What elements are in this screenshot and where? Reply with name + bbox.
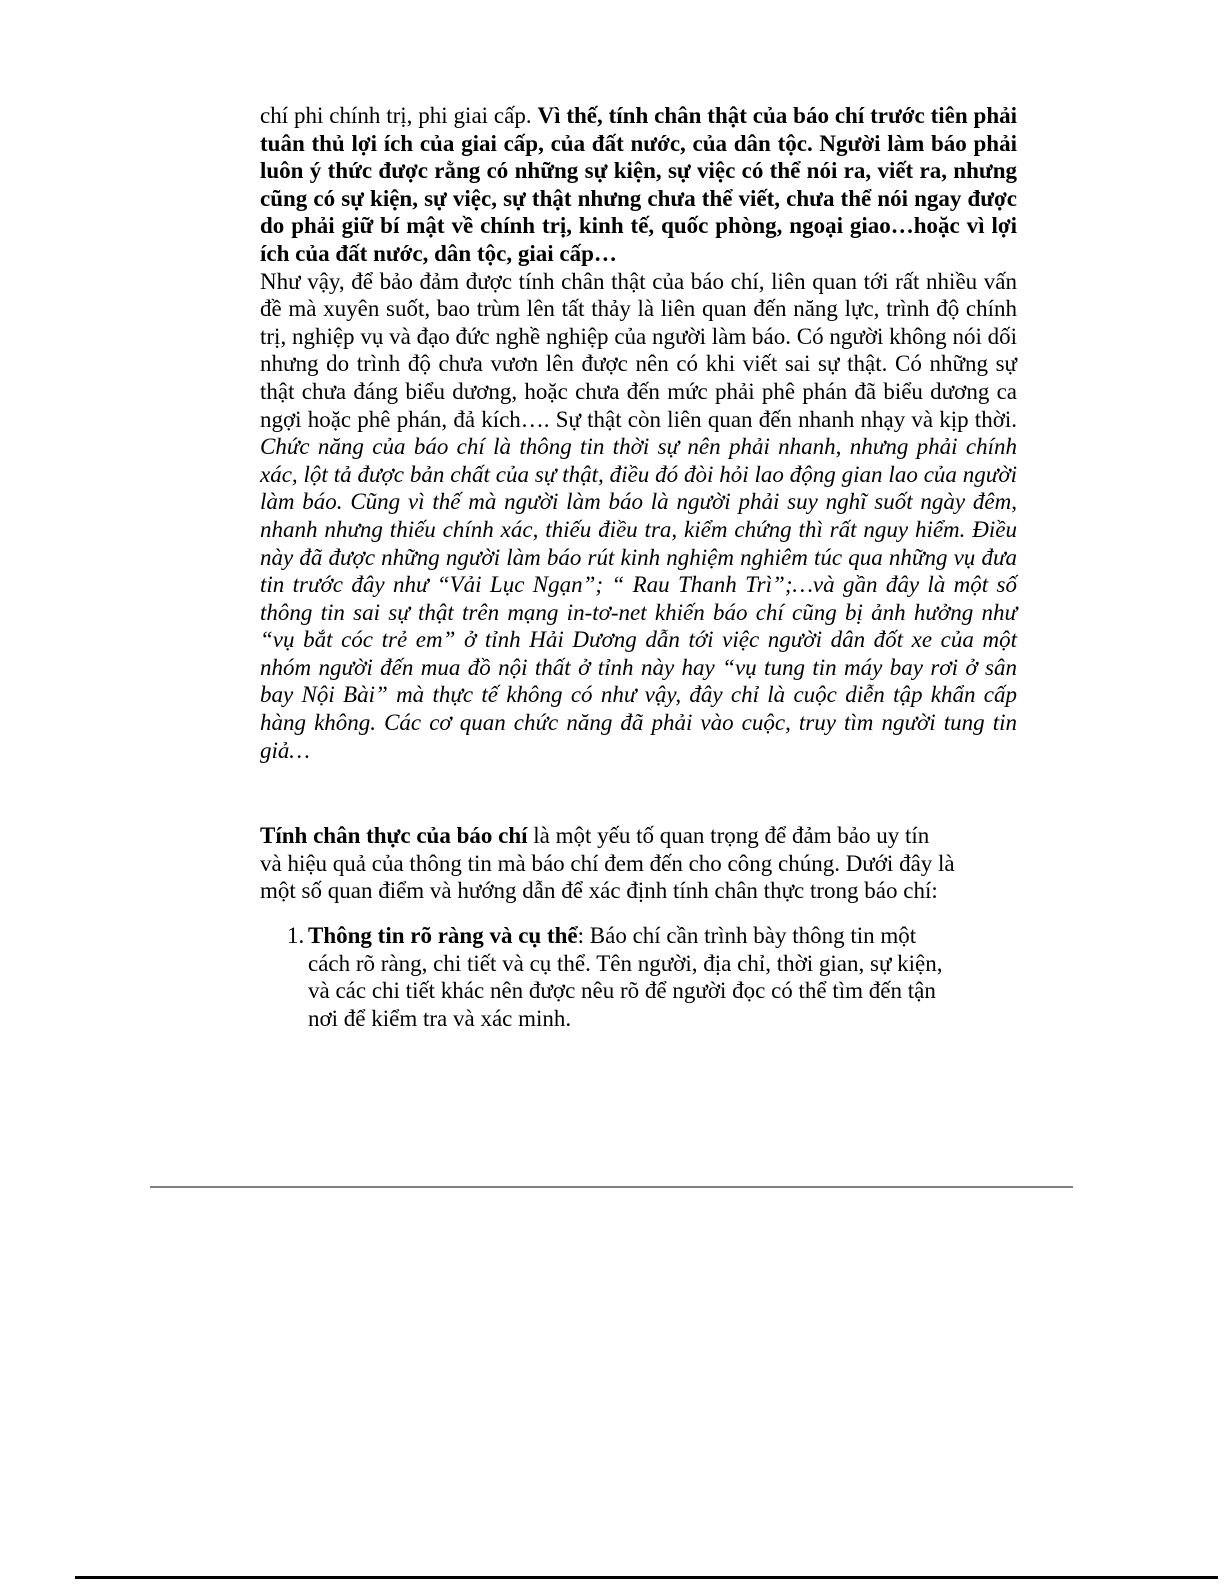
- list-item-title: Thông tin rõ ràng và cụ thể: [308, 923, 578, 949]
- page-bottom-edge: [75, 1576, 1218, 1579]
- paragraph-truthfulness-principle: [260, 102, 1017, 268]
- paragraph-intro: [260, 822, 955, 905]
- paragraph-analysis: [260, 268, 1017, 765]
- section-lead-text: là một yếu tố quan trọng để đảm bảo uy tín và hiệu quả của thông tin mà báo chí đem đến cho công chúng. Dưới đây là một số quan điểm và hướng dẫn để xác định tính chân thực trong báo chí:: [260, 823, 955, 904]
- list-item-content: [308, 922, 948, 1032]
- list-item-number: 1.: [287, 923, 305, 949]
- section-tinh-chan-thuc: [260, 822, 955, 1032]
- numbered-list: [260, 922, 955, 1032]
- list-item-body: : Báo chí cần trình bày thông tin một cách rõ ràng, chi tiết và cụ thể. Tên người, địa chỉ, thời gian, sự kiện, và các chi tiết khác nên được nêu rõ để người đọc có thể tìm đến tận nơi để kiểm tra và xác minh.: [308, 923, 943, 1031]
- document-body: [260, 102, 1017, 1032]
- paragraph-regular-text: Như vậy, để bảo đảm được tính chân thật của báo chí, liên quan tới rất nhiều vấn đề mà xuyên suốt, bao trùm lên tất thảy là liên quan đến năng lực, trình độ chính trị, nghiệp vụ và đạo đức nghề nghiệp của người làm báo. Có người không nói dối nhưng do trình độ chưa vươn lên được nên có khi viết sai sự thật. Có những sự thật chưa đáng biểu dương, hoặc chưa đến mức phải phê phán đã biểu dương ca ngợi hoặc phê phán, đả kích…. Sự thật còn liên quan đến nhanh nhạy và kịp thời.: [260, 268, 1017, 432]
- horizontal-divider: [150, 1186, 1073, 1188]
- paragraph-lead-text: chí phi chính trị, phi giai cấp.: [260, 103, 538, 128]
- paragraph-italic-text: Chức năng của báo chí là thông tin thời sự nên phải nhanh, nhưng phải chính xác, lột tả được bản chất của sự thật, điều đó đòi hỏi lao động gian lao của người làm báo. Cũng vì thế mà người làm báo là người phải suy nghĩ suốt ngày đêm, nhanh nhưng thiếu chính xác, thiếu điều tra, kiểm chứng thì rất nguy hiểm. Điều này đã được những người làm báo rút kinh nghiệm nghiêm túc qua những vụ đưa tin trước đây như “Vải Lục Ngạn”; “ Rau Thanh Trì”;…và gần đây là một số thông tin sai sự thật trên mạng in-tơ-net khiến báo chí cũng bị ảnh hưởng như “vụ bắt cóc trẻ em” ở tỉnh Hải Dương dẫn tới việc người dân đốt xe của một nhóm người đến mua đồ nội thất ở tỉnh này hay “vụ tung tin máy bay rơi ở sân bay Nội Bài” mà thực tế không có như vậy, đây chỉ là cuộc diễn tập khẩn cấp hàng không. Các cơ quan chức năng đã phải vào cuộc, truy tìm người tung tin giả…: [260, 434, 1017, 763]
- section-lead-bold: Tính chân thực của báo chí: [260, 823, 528, 849]
- paragraph-bold-text: Vì thế, tính chân thật của báo chí trước tiên phải tuân thủ lợi ích của giai cấp, của đất nước, của dân tộc. Người làm báo phải luôn ý thức được rằng có những sự kiện, sự việc có thể nói ra, viết ra, nhưng cũng có sự kiện, sự việc, sự thật nhưng chưa thể viết, chưa thể nói ngay được do phải giữ bí mật về chính trị, kinh tế, quốc phòng, ngoại giao…hoặc vì lợi ích của đất nước, dân tộc, giai cấp…: [260, 103, 1017, 266]
- list-item: [260, 922, 955, 1032]
